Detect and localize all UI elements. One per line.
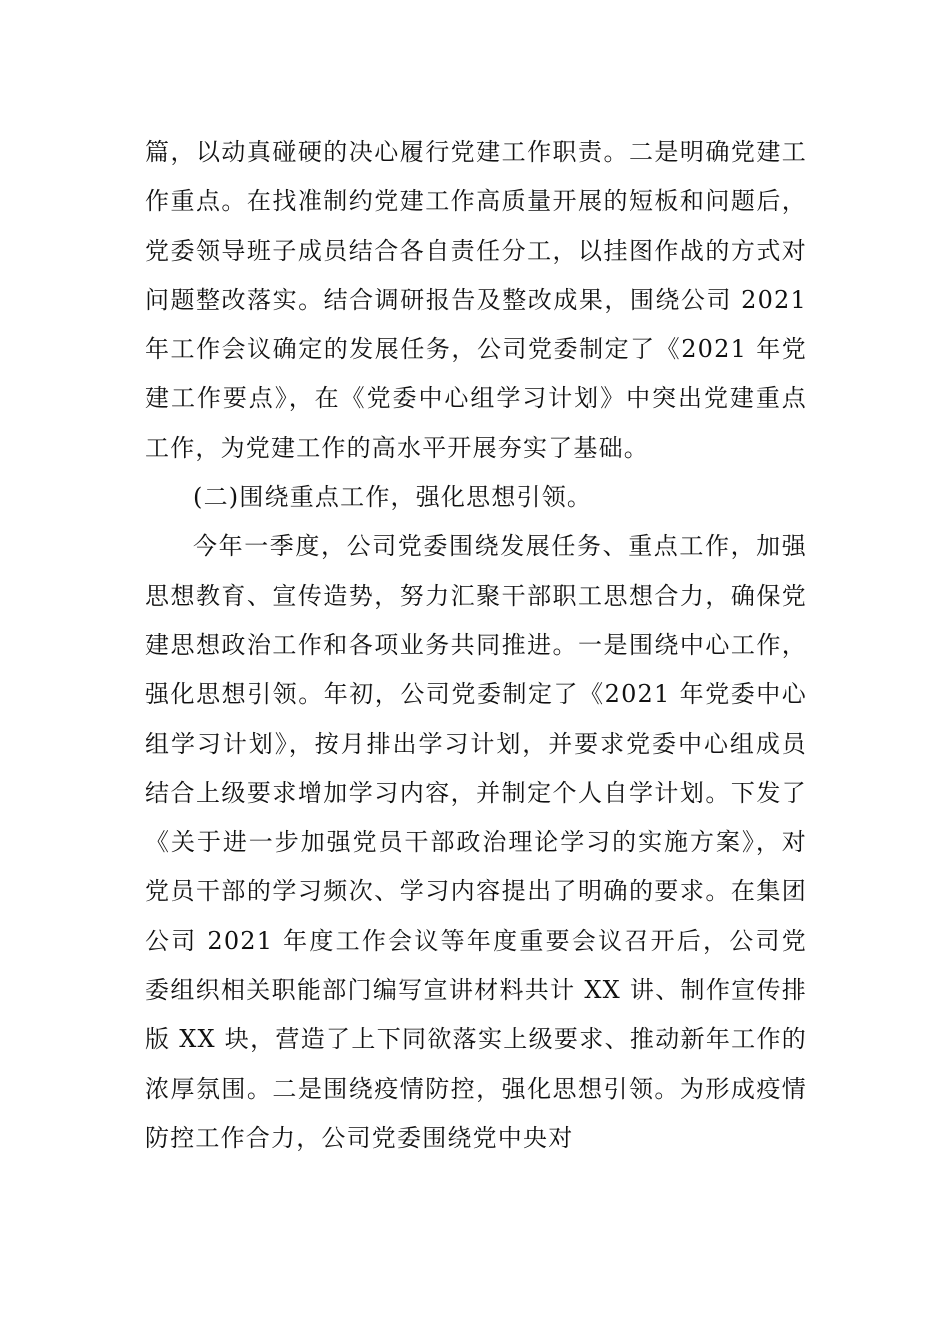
document-page: [145, 128, 807, 1163]
section-heading: (二)围绕重点工作，强化思想引领。: [193, 483, 593, 512]
body-paragraph: 篇，以动真碰硬的决心履行党建工作职责。二是明确党建工作重点。在找准制约党建工作高质量开展的短板和问题后，党委领导班子成员结合各自责任分工，以挂图作战的方式对问题整改落实。结合调研报告及整改成果，围绕公司 2021 年工作会议确定的发展任务，公司党委制定了《2021 年党建工作要点》，在《党委中心组学习计划》中突出党建重点工作，为党建工作的高水平开展夯实了基础。: [145, 138, 807, 462]
body-paragraph: 今年一季度，公司党委围绕发展任务、重点工作，加强思想教育、宣传造势，努力汇聚干部职工思想合力，确保党建思想政治工作和各项业务共同推进。一是围绕中心工作，强化思想引领。年初，公司党委制定了《2021 年党委中心组学习计划》，按月排出学习计划，并要求党委中心组成员结合上级要求增加学习内容，并制定个人自学计划。下发了《关于进一步加强党员干部政治理论学习的实施方案》，对党员干部的学习频次、学习内容提出了明确的要求。在集团公司 2021 年度工作会议等年度重要会议召开后，公司党委组织相关职能部门编写宣讲材料共计 XX 讲、制作宣传排版 XX 块，营造了上下同欲落实上级要求、推动新年工作的浓厚氛围。二是围绕疫情防控，强化思想引领。为形成疫情防控工作合力，公司党委围绕党中央对: [145, 532, 807, 1152]
